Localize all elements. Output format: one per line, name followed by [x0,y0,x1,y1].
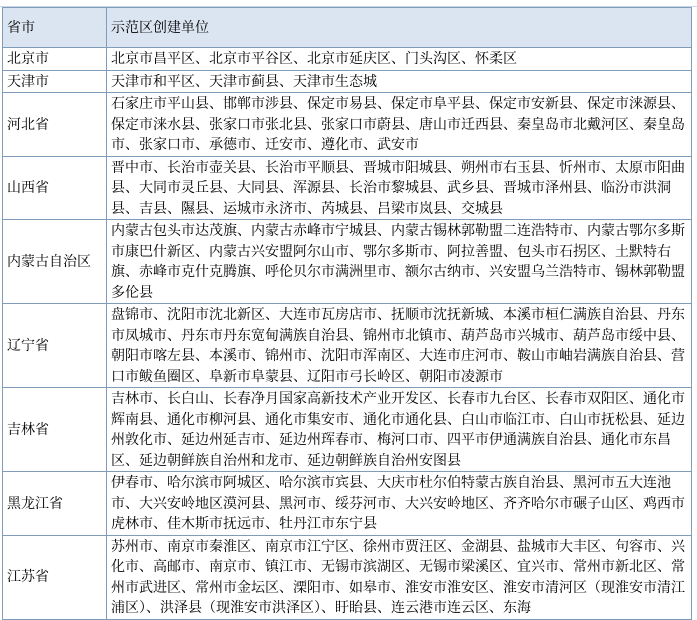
province-cell: 河北省 [3,93,107,157]
table-header-row [3,8,692,48]
units-cell: 盘锦市、沈阳市沈北新区、大连市瓦房店市、抚顺市沈抚新城、本溪市桓仁满族自治县、丹东市凤城市、丹东市丹东宽甸满族自治县、锦州市北镇市、葫芦岛市兴城市、葫芦岛市绥中县、朝阳市喀左县、本溪市、锦州市、沈阳市浑南区、大连市庄河市、鞍山市岫岩满族自治县、营口市鲅鱼圈区、阜新市阜蒙县、辽阳市弓长岭区、朝阳市凌源市 [107,304,692,388]
table-row [3,70,692,93]
units-cell: 晋中市、长治市壶关县、长治市平顺县、晋城市阳城县、朔州市右玉县、忻州市、太原市阳曲县、大同市灵丘县、大同县、浑源县、长治市黎城县、武乡县、晋城市泽州县、临汾市洪洞县、吉县、隰县、运城市永济市、芮城县、吕梁市岚县、交城县 [107,156,692,220]
province-cell: 辽宁省 [3,304,107,388]
province-cell: 江苏省 [3,535,107,619]
table-row [3,535,692,619]
top-strip [0,0,697,7]
table-row [3,472,692,536]
units-cell: 北京市昌平区、北京市平谷区、北京市延庆区、门头沟区、怀柔区 [107,48,692,71]
table-row [3,93,692,157]
table-row [3,304,692,388]
table-row [3,220,692,304]
table-row [3,388,692,472]
header-province: 省市 [3,8,107,48]
province-cell: 吉林省 [3,388,107,472]
units-cell: 苏州市、南京市秦淮区、南京市江宁区、徐州市贾汪区、金湖县、盐城市大丰区、句容市、兴化市、高邮市、南京市、镇江市、无锡市滨湖区、无锡市梁溪区、宜兴市、常州市新北区、常州市武进区、常州市金坛区、溧阳市、如皋市、淮安市淮安区、淮安市清河区（现淮安市清江浦区）、洪泽县（现淮安市洪泽区）、盱眙县、连云港市连云区、东海 [107,535,692,619]
province-cell: 山西省 [3,156,107,220]
units-cell: 石家庄市平山县、邯郸市涉县、保定市易县、保定市阜平县、保定市安新县、保定市涞源县、保定市涞水县、张家口市张北县、张家口市蔚县、唐山市迁西县、秦皇岛市北戴河区、秦皇岛市、张家口市、承德市、迁安市、遵化市、武安市 [107,93,692,157]
province-cell: 内蒙古自治区 [3,220,107,304]
province-cell: 北京市 [3,48,107,71]
units-cell: 天津市和平区、天津市蓟县、天津市生态城 [107,70,692,93]
province-cell: 黑龙江省 [3,472,107,536]
demonstration-zone-table [2,7,692,620]
units-cell: 伊春市、哈尔滨市阿城区、哈尔滨市宾县、大庆市杜尔伯特蒙古族自治县、黑河市五大连池市、大兴安岭地区漠河县、黑河市、绥芬河市、大兴安岭地区、齐齐哈尔市碾子山区、鸡西市虎林市、佳木斯市抚远市、牡丹江市东宁县 [107,472,692,536]
header-units: 示范区创建单位 [107,8,692,48]
province-cell: 天津市 [3,70,107,93]
units-cell: 吉林市、长白山、长春净月国家高新技术产业开发区、长春市九台区、长春市双阳区、通化市辉南县、通化市柳河县、通化市集安市、通化市通化县、白山市临江市、白山市抚松县、延边州敦化市、延边州延吉市、延边州珲春市、梅河口市、四平市伊通满族自治县、通化市东昌区、延边朝鲜族自治州和龙市、延边朝鲜族自治州安图县 [107,388,692,472]
table-row [3,156,692,220]
table-row [3,48,692,71]
units-cell: 内蒙古包头市达茂旗、内蒙古赤峰市宁城县、内蒙古锡林郭勒盟二连浩特市、内蒙古鄂尔多斯市康巴什新区、内蒙古兴安盟阿尔山市、鄂尔多斯市、阿拉善盟、包头市石拐区、土默特右旗、赤峰市克什克腾旗、呼伦贝尔市满洲里市、额尔古纳市、兴安盟乌兰浩特市、锡林郭勒盟多伦县 [107,220,692,304]
